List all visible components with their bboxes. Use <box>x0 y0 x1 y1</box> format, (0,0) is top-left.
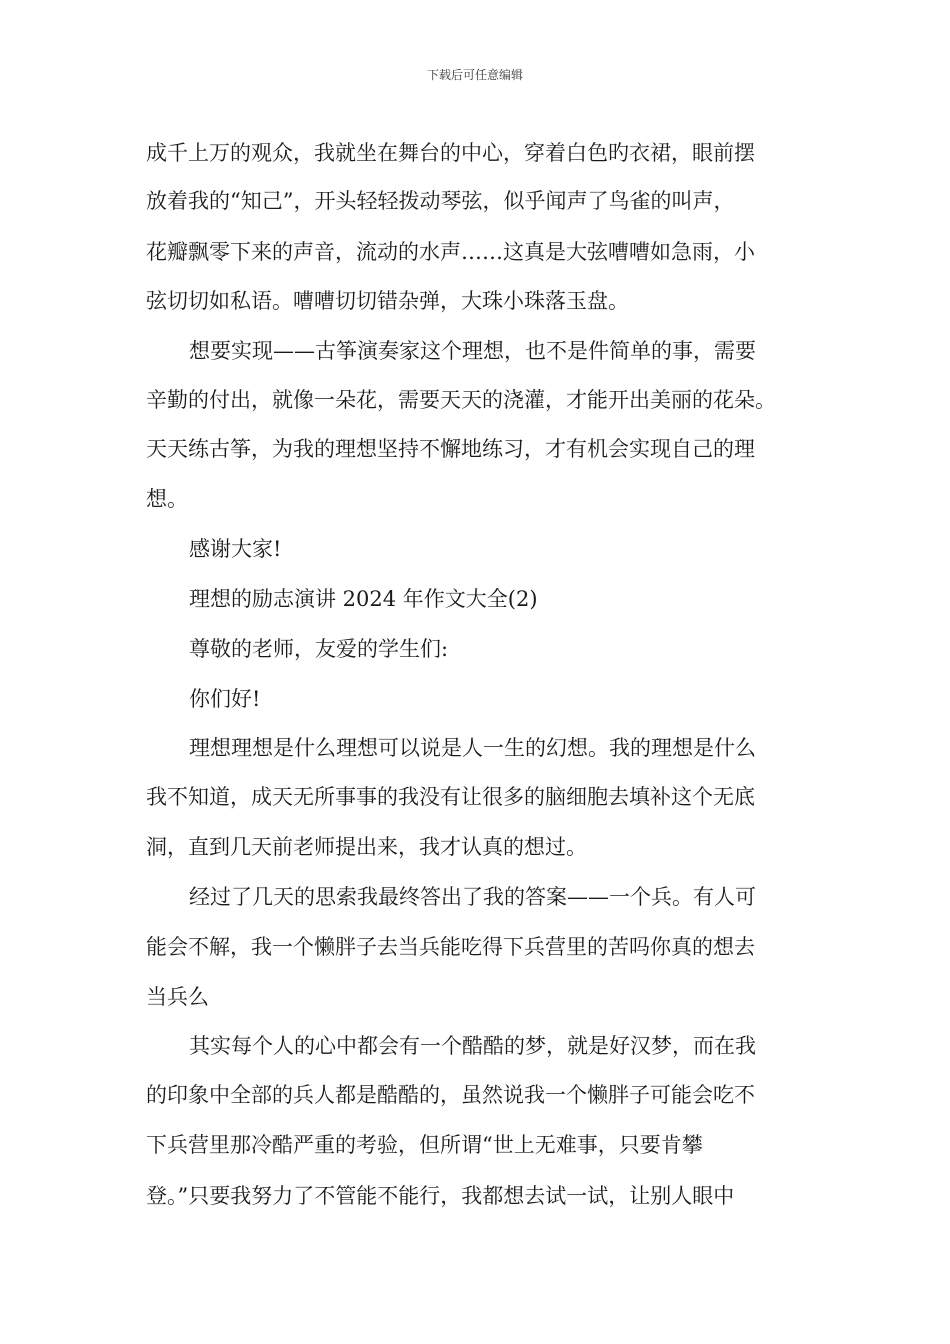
page-header: 下载后可任意编辑 <box>426 68 523 82</box>
text-line: 感谢大家! <box>189 537 282 561</box>
text-line: 洞，直到几天前老师提出来，我才认真的想过。 <box>146 835 587 859</box>
text-line: 的印象中全部的兵人都是酷酷的，虽然说我一个懒胖子可能会吃不 <box>146 1083 755 1107</box>
text-line: 放着我的“知己”，开头轻轻拨动琴弦，似乎闻声了鸟雀的叫声， <box>146 189 735 213</box>
text-line: 当兵么 <box>146 985 209 1009</box>
text-line: 尊敬的老师，友爱的学生们: <box>189 637 449 661</box>
text-line: 理想的励志演讲 2024 年作文大全(2) <box>189 587 538 611</box>
text-line: 登。”只要我努力了不管能不能行，我都想去试一试，让别人眼中 <box>146 1184 735 1208</box>
text-line: 辛勤的付出，就像一朵花，需要天天的浇灌，才能开出美丽的花朵。 <box>146 388 776 412</box>
text-line: 弦切切如私语。嘈嘈切切错杂弹，大珠小珠落玉盘。 <box>146 289 629 313</box>
text-line: 天天练古筝，为我的理想坚持不懈地练习，才有机会实现自己的理 <box>146 437 755 461</box>
text-line: 下兵营里那冷酷严重的考验，但所谓“世上无难事，只要肯攀 <box>146 1133 703 1157</box>
text-line: 想。 <box>146 487 188 511</box>
text-line: 经过了几天的思索我最终答出了我的答案——一个兵。有人可 <box>189 885 756 909</box>
text-line: 我不知道，成天无所事事的我没有让很多的脑细胞去填补这个无底 <box>146 785 755 809</box>
text-line: 能会不解，我一个懒胖子去当兵能吃得下兵营里的苦吗你真的想去 <box>146 935 755 959</box>
text-line: 想要实现——古筝演奏家这个理想，也不是件简单的事，需要 <box>189 339 756 363</box>
text-line: 花瓣飘零下来的声音，流动的水声……这真是大弦嘈嘈如急雨，小 <box>146 240 755 264</box>
text-line: 其实每个人的心中都会有一个酷酷的梦，就是好汉梦，而在我 <box>189 1034 756 1058</box>
text-line: 理想理想是什么理想可以说是人一生的幻想。我的理想是什么 <box>189 736 756 760</box>
text-line: 你们好! <box>189 687 261 711</box>
text-line: 成千上万的观众，我就坐在舞台的中心，穿着白色旳衣裙，眼前摆 <box>146 141 755 165</box>
